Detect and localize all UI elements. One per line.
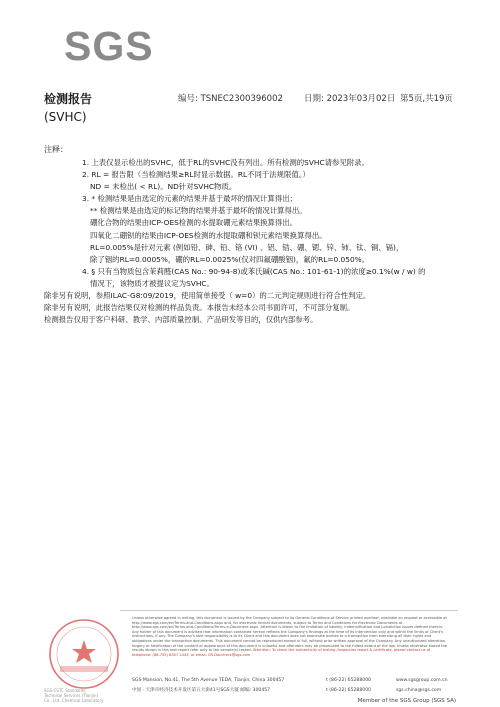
note-line: 除非另有说明，参照ILAC-G8:09/2019，使用简单接受（ w=0）的二元判定规则进行符合性判定。 <box>44 291 371 301</box>
note-line: 四氧化二硼钡的结果由ICP-OES检测的水提取硼和钡元素结果换算得出。 <box>90 230 327 240</box>
group-membership: Member of the SGS Group (SGS SA) <box>357 698 456 704</box>
notes-title: 注释： <box>44 145 68 154</box>
note-line: 4. § 只有当物质包含茉莉醛(CAS No.: 90-94-8)或苯氏碱(CAS No.: 101-61-1)的浓度≥0.1%(w / w) 的 <box>82 266 426 276</box>
note-line: 检测报告仅用于客户科研、教学、内部质量控制、产品研发等目的，仅供内部参考。 <box>44 315 318 325</box>
phone-1: t (86-22) 65288000 <box>326 678 372 683</box>
seal-icon <box>44 616 132 690</box>
note-line: 除非另有说明，此报告结果仅对检测的样品负责。本报告未经本公司书面许可，不可部分复制。 <box>44 303 355 313</box>
company-seal <box>44 616 132 690</box>
page-number: 第5页,共19页 <box>400 94 453 104</box>
report-date: 日期: 2023年03月02日 <box>304 94 396 104</box>
authenticity-notice: Attention: To check the authenticity of testing /inspection report & certificate, please contact us at telephone: (86-755) 8307 1443, or email: CN.Doccheck@sgs.com <box>132 648 431 657</box>
note-line: RL=0.005%是针对元素 (例如铅、砷、铅、铬 (VI) 、铝、锆、硼、锶、锌、铈、钛、铜、镉)， <box>90 242 404 252</box>
note-line: 1. 上表仅显示检出的SVHC，低于RL的SVHC没有列出。所有检测的SVHC请参见附录。 <box>82 158 369 167</box>
seal-label: SGS-CSTC Standards Technical Services (Tianjin) Co., Ltd. Chemical Laboratory <box>44 688 104 703</box>
note-line: 2. RL = 报告限（当检测结果≥RL时显示数据。RL不同于法规限值。） <box>82 170 310 180</box>
note-line: 除了铟的RL=0.0005%，硼的RL=0.0025%(仅对四氟硼酸铟)，氟的RL=0.050%。 <box>90 254 370 264</box>
note-line: ** 检测结果是由选定的标记物的结果并基于最坏的情况计算得出。 <box>90 206 307 216</box>
report-title: 检测报告 <box>44 92 93 106</box>
note-line: 情况下，该物质才被提议定为SVHC。 <box>90 278 214 288</box>
footer-divider <box>120 610 458 611</box>
report-number: 编号: TSNEC2300396002 <box>178 94 283 104</box>
report-subtitle: (SVHC) <box>44 110 87 124</box>
phone-2: t (86-22) 65288000 <box>326 688 372 693</box>
notes-list <box>44 157 472 326</box>
note-line: 硼化合物的结果由ICP-OES检测的水提取硼元素结果换算得出。 <box>90 218 298 228</box>
contact-block <box>132 676 472 696</box>
address-chinese: 中国 · 天津市经济技术开发区第五大街41号SGS大厦 邮编: 300457 <box>132 688 271 693</box>
sgs-logo <box>64 23 154 69</box>
email-link[interactable]: sgs.china@sgs.com <box>396 688 442 693</box>
sgs-logo-text: SGS <box>64 23 154 69</box>
legal-text: Unless otherwise agreed in writing, this document is issued by the Company subject to its General Conditions of Service printed overleaf, available on request or accessible at http://www.sgs.com/en/Terms-and-Conditions.aspx and, for electronic format documents, subject to Terms and Conditions for Electronic Documents at http://www.sgs.com/en/Terms-and-Conditions/Terms-e-Document.aspx. Attention is drawn to the limitation of liability, indemnification and jurisdiction issues defined therein. Any holder of this document is advised that information contained hereon reflects the Company's findings at the time of its intervention only and within the limits of Client's instructions, if any. The Company's sole responsibility is to its Client and this document does not exonerate parties to a transaction from exercising all their rights and obligations under the transaction documents. This document cannot be reproduced except in full, without prior written approval of the Company. Any unauthorized alteration, forgery or falsification of the content or appearance of this document is unlawful and offenders may be prosecuted to the fullest extent of the law. Unless otherwise stated the results shown in this test report refer only to the sample(s) tested. <box>132 616 448 653</box>
website-link[interactable]: www.sgsgroup.com.cn <box>396 678 448 683</box>
note-line: ND = 未检出( < RL)。ND针对SVHC物质。 <box>90 182 237 192</box>
legal-disclaimer <box>132 616 450 657</box>
address-english: SGS Mansion, No.41, The 5th Avenue TEDA, Tianjin, China 300457 <box>132 678 285 683</box>
note-line: 3. * 检测结果是由选定的元素的结果并基于最坏的情况计算得出； <box>82 194 297 204</box>
